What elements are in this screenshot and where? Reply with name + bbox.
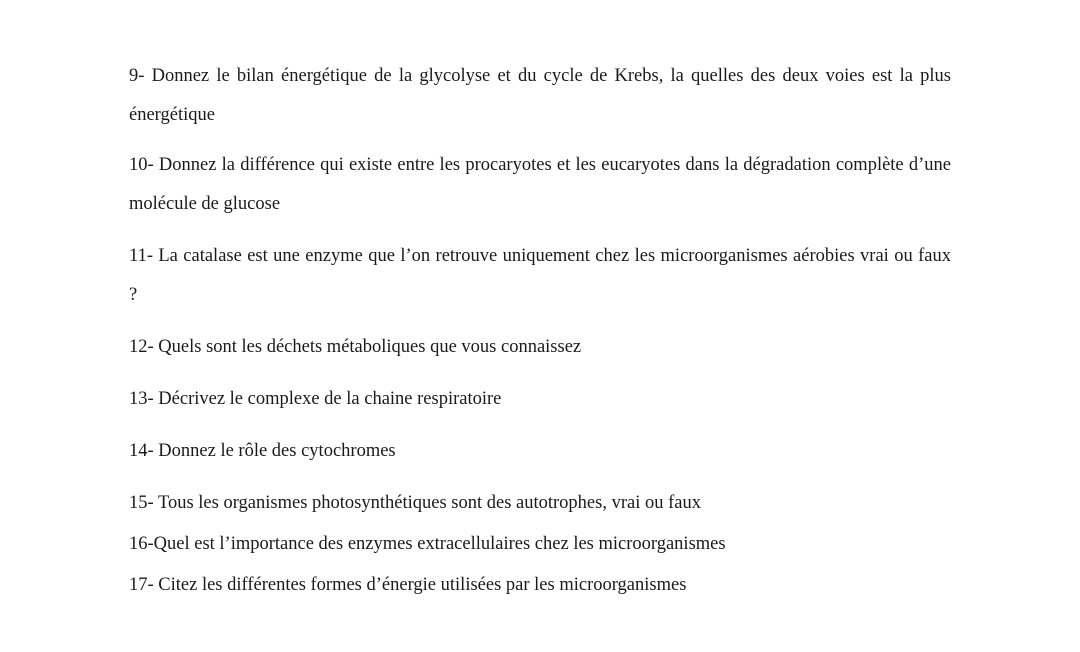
question-14: 14- Donnez le rôle des cytochromes <box>129 441 396 461</box>
question-9: 9- Donnez le bilan énergétique de la glycolyse et du cycle de Krebs, la quelles des deux voies est la plus énergétique <box>129 66 951 125</box>
question-13: 13- Décrivez le complexe de la chaine respiratoire <box>129 389 502 409</box>
question-12: 12- Quels sont les déchets métaboliques que vous connaissez <box>129 337 582 357</box>
question-11: 11- La catalase est une enzyme que l’on retrouve uniquement chez les microorganismes aérobies vrai ou faux ? <box>129 246 951 305</box>
question-15: 15- Tous les organismes photosynthétiques sont des autotrophes, vrai ou faux <box>129 493 701 513</box>
question-16: 16-Quel est l’importance des enzymes extracellulaires chez les microorganismes <box>129 534 726 554</box>
question-10: 10- Donnez la différence qui existe entre les procaryotes et les eucaryotes dans la dégradation complète d’une molécule de glucose <box>129 155 951 214</box>
question-17: 17- Citez les différentes formes d’énergie utilisées par les microorganismes <box>129 575 687 595</box>
